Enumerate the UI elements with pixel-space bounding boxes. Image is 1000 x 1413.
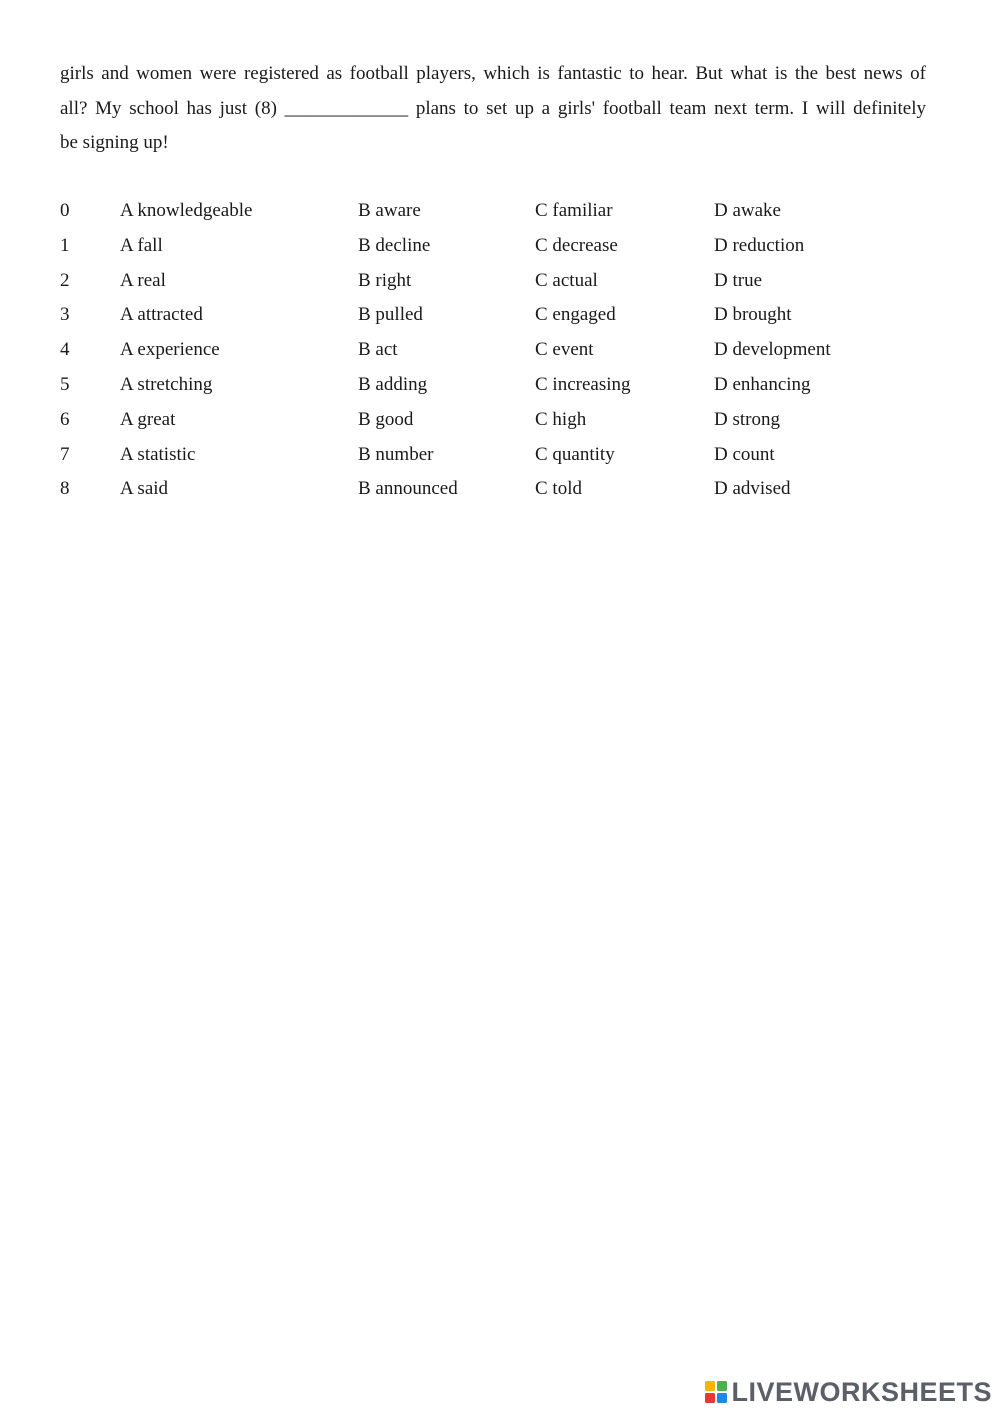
brand-name: LIVEWORKSHEETS	[731, 1376, 992, 1407]
option-b: B right	[358, 269, 412, 291]
option-a: A stretching	[120, 373, 213, 395]
passage-line: girls and women were registered as football players, which is fantastic to hear. But what is the best news of	[60, 63, 926, 84]
question-row-6	[60, 403, 940, 438]
option-a: A real	[120, 269, 166, 291]
option-c: C decrease	[535, 234, 618, 256]
option-b: B aware	[358, 200, 421, 221]
option-a: A attracted	[120, 304, 203, 326]
question-number: 7	[60, 443, 70, 465]
option-b: B adding	[358, 373, 428, 395]
option-d: D awake	[714, 200, 781, 221]
liveworksheets-brand	[704, 1377, 992, 1407]
liveworksheets-logo-icon	[704, 1380, 728, 1404]
option-c: C quantity	[535, 443, 615, 465]
question-number: 1	[60, 234, 70, 256]
option-c: C actual	[535, 269, 598, 291]
option-a: A statistic	[120, 443, 196, 465]
option-b: B pulled	[358, 304, 423, 326]
option-d: D enhancing	[714, 373, 811, 395]
question-row-0	[60, 194, 940, 229]
option-a: A experience	[120, 339, 220, 361]
passage-line: all? My school has just (8) _____________ plans to set up a girls' football team next term. I will definitely	[60, 97, 926, 119]
option-b: B good	[358, 408, 414, 430]
option-c: C engaged	[535, 304, 616, 326]
option-d: D strong	[714, 408, 780, 430]
question-number: 4	[60, 339, 70, 361]
question-row-5	[60, 368, 940, 403]
question-number: 3	[60, 304, 70, 326]
option-a: A great	[120, 408, 176, 430]
option-b: B number	[358, 443, 434, 465]
option-b: B decline	[358, 234, 431, 256]
question-row-8	[60, 472, 940, 507]
question-row-7	[60, 438, 940, 473]
option-d: D reduction	[714, 234, 805, 256]
option-d: D advised	[714, 478, 791, 500]
question-row-3	[60, 298, 940, 333]
option-d: D development	[714, 339, 831, 361]
question-number: 2	[60, 269, 70, 291]
option-c: C increasing	[535, 373, 631, 395]
option-d: D true	[714, 269, 763, 291]
question-number: 5	[60, 373, 70, 395]
question-row-4	[60, 333, 940, 368]
option-b: B announced	[358, 478, 458, 500]
passage-text	[60, 57, 940, 161]
option-d: D brought	[714, 304, 792, 326]
option-c: C high	[535, 408, 587, 430]
option-a: A said	[120, 478, 169, 500]
question-row-2	[60, 264, 940, 299]
option-c: C event	[535, 339, 594, 361]
option-a: A knowledgeable	[120, 200, 253, 221]
option-c: C familiar	[535, 200, 613, 221]
option-c: C told	[535, 478, 582, 500]
passage-line: be signing up!	[60, 132, 169, 153]
answer-options-table	[60, 194, 940, 507]
question-number: 6	[60, 408, 70, 430]
question-number: 0	[60, 200, 70, 221]
option-b: B act	[358, 339, 398, 361]
question-row-1	[60, 229, 940, 264]
question-number: 8	[60, 478, 70, 500]
option-d: D count	[714, 443, 775, 465]
option-a: A fall	[120, 234, 163, 256]
